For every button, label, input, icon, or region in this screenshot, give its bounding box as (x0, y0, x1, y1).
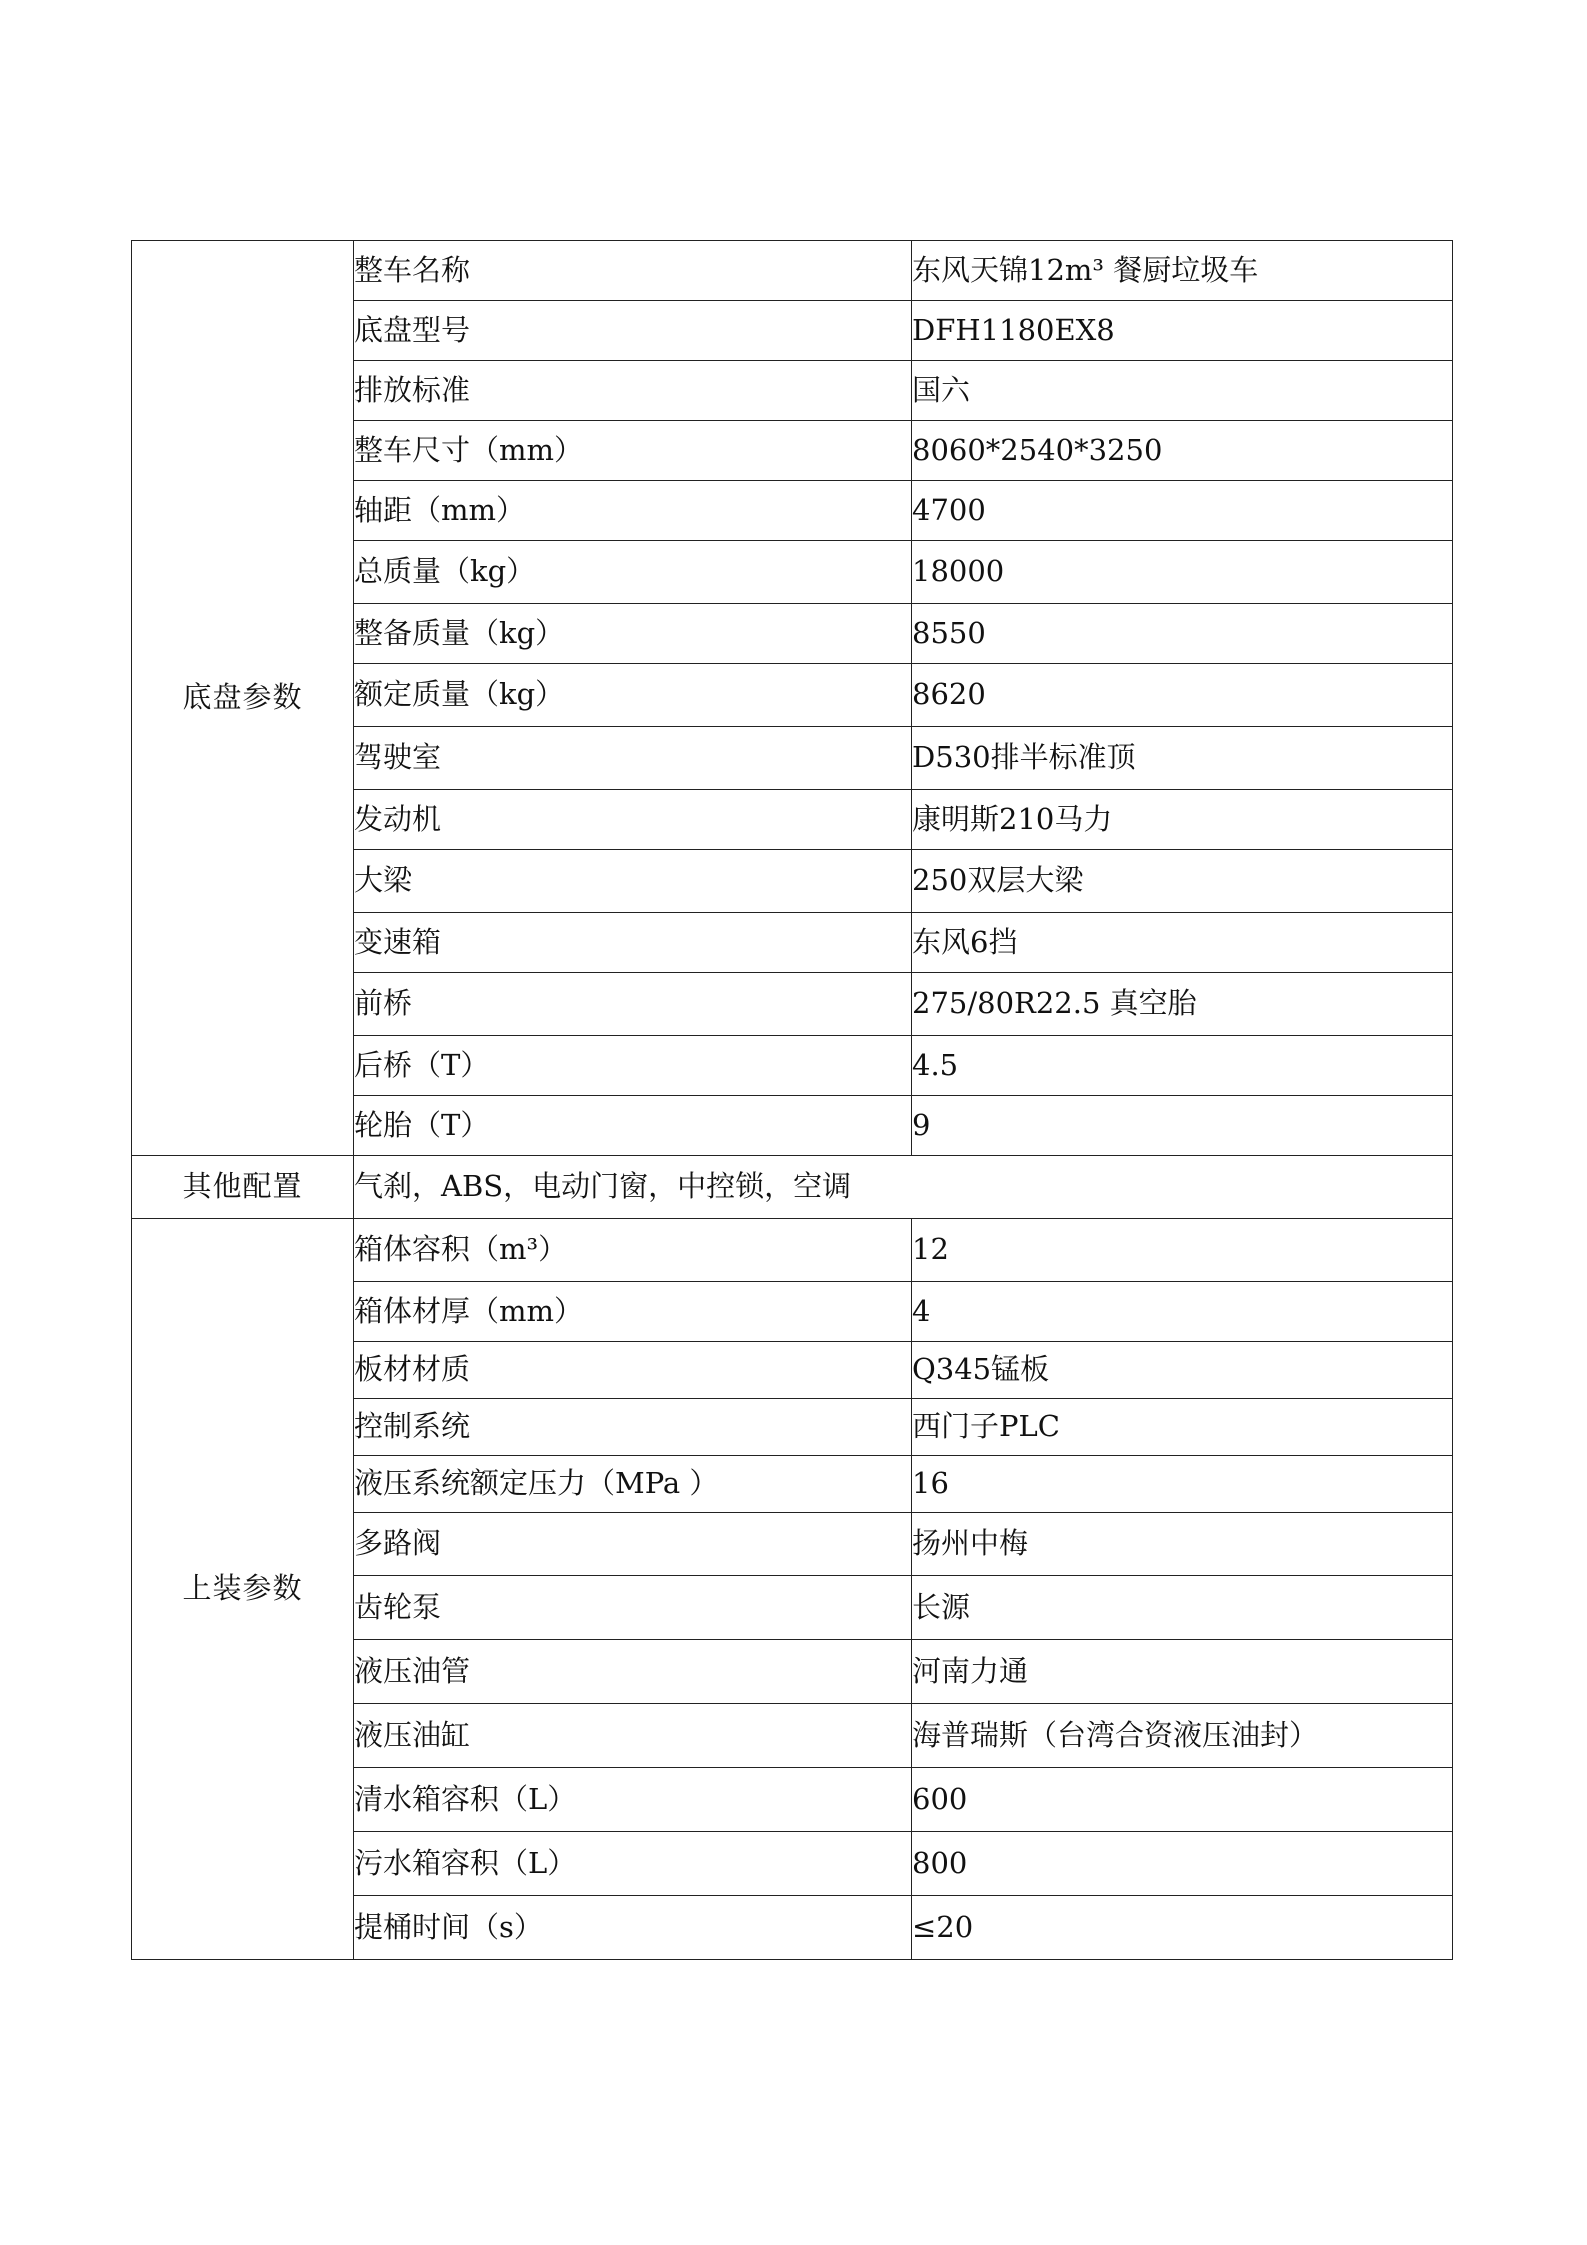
param-label: 控制系统 (354, 1399, 912, 1456)
param-label: 总质量（kg） (354, 541, 912, 604)
param-value: 4 (912, 1282, 1453, 1342)
group-upper: 上装参数 (132, 1219, 354, 1960)
param-label: 整车尺寸（mm） (354, 421, 912, 481)
param-value: 16 (912, 1456, 1453, 1513)
param-label: 排放标准 (354, 361, 912, 421)
param-label: 轮胎（T） (354, 1096, 912, 1156)
param-value: 4.5 (912, 1036, 1453, 1096)
param-value: 4700 (912, 481, 1453, 541)
param-value: 国六 (912, 361, 1453, 421)
param-label: 驾驶室 (354, 727, 912, 790)
param-label: 液压系统额定压力（MPa ） (354, 1456, 912, 1513)
param-label: 发动机 (354, 790, 912, 850)
param-label: 轴距（mm） (354, 481, 912, 541)
param-value: 8060*2540*3250 (912, 421, 1453, 481)
param-value: 河南力通 (912, 1640, 1453, 1704)
param-value: 8620 (912, 664, 1453, 727)
param-value: DFH1180EX8 (912, 301, 1453, 361)
param-label: 大梁 (354, 850, 912, 913)
param-value: ≤20 (912, 1896, 1453, 1960)
param-value: 扬州中梅 (912, 1513, 1453, 1576)
param-label: 额定质量（kg） (354, 664, 912, 727)
param-label: 齿轮泵 (354, 1576, 912, 1640)
param-label: 箱体材厚（mm） (354, 1282, 912, 1342)
param-label: 整备质量（kg） (354, 604, 912, 664)
param-value: 东风天锦12m³ 餐厨垃圾车 (912, 241, 1453, 301)
param-value: 海普瑞斯（台湾合资液压油封） (912, 1704, 1453, 1768)
param-label: 液压油缸 (354, 1704, 912, 1768)
param-value: 600 (912, 1768, 1453, 1832)
param-value: 18000 (912, 541, 1453, 604)
param-label: 清水箱容积（L） (354, 1768, 912, 1832)
param-label: 板材材质 (354, 1342, 912, 1399)
table-row (132, 241, 1453, 301)
group-chassis: 底盘参数 (132, 241, 354, 1156)
param-label: 污水箱容积（L） (354, 1832, 912, 1896)
param-label: 前桥 (354, 973, 912, 1036)
param-value: 8550 (912, 604, 1453, 664)
param-value: 东风6挡 (912, 913, 1453, 973)
param-value: 12 (912, 1219, 1453, 1282)
param-label: 后桥（T） (354, 1036, 912, 1096)
param-value: 275/80R22.5 真空胎 (912, 973, 1453, 1036)
table-row (132, 1219, 1453, 1282)
param-label: 整车名称 (354, 241, 912, 301)
param-label: 箱体容积（m³） (354, 1219, 912, 1282)
param-label: 变速箱 (354, 913, 912, 973)
param-value: 康明斯210马力 (912, 790, 1453, 850)
table-row (132, 1156, 1453, 1219)
group-other: 其他配置 (132, 1156, 354, 1219)
param-value: 9 (912, 1096, 1453, 1156)
spec-table (131, 240, 1453, 1960)
param-value: 800 (912, 1832, 1453, 1896)
param-label: 液压油管 (354, 1640, 912, 1704)
param-label: 多路阀 (354, 1513, 912, 1576)
param-label: 底盘型号 (354, 301, 912, 361)
param-value: 长源 (912, 1576, 1453, 1640)
param-label: 提桶时间（s） (354, 1896, 912, 1960)
param-value: D530排半标准顶 (912, 727, 1453, 790)
param-value: 250双层大梁 (912, 850, 1453, 913)
other-config-value: 气刹，ABS，电动门窗，中控锁，空调 (354, 1156, 1453, 1219)
param-value: Q345锰板 (912, 1342, 1453, 1399)
param-value: 西门子PLC (912, 1399, 1453, 1456)
